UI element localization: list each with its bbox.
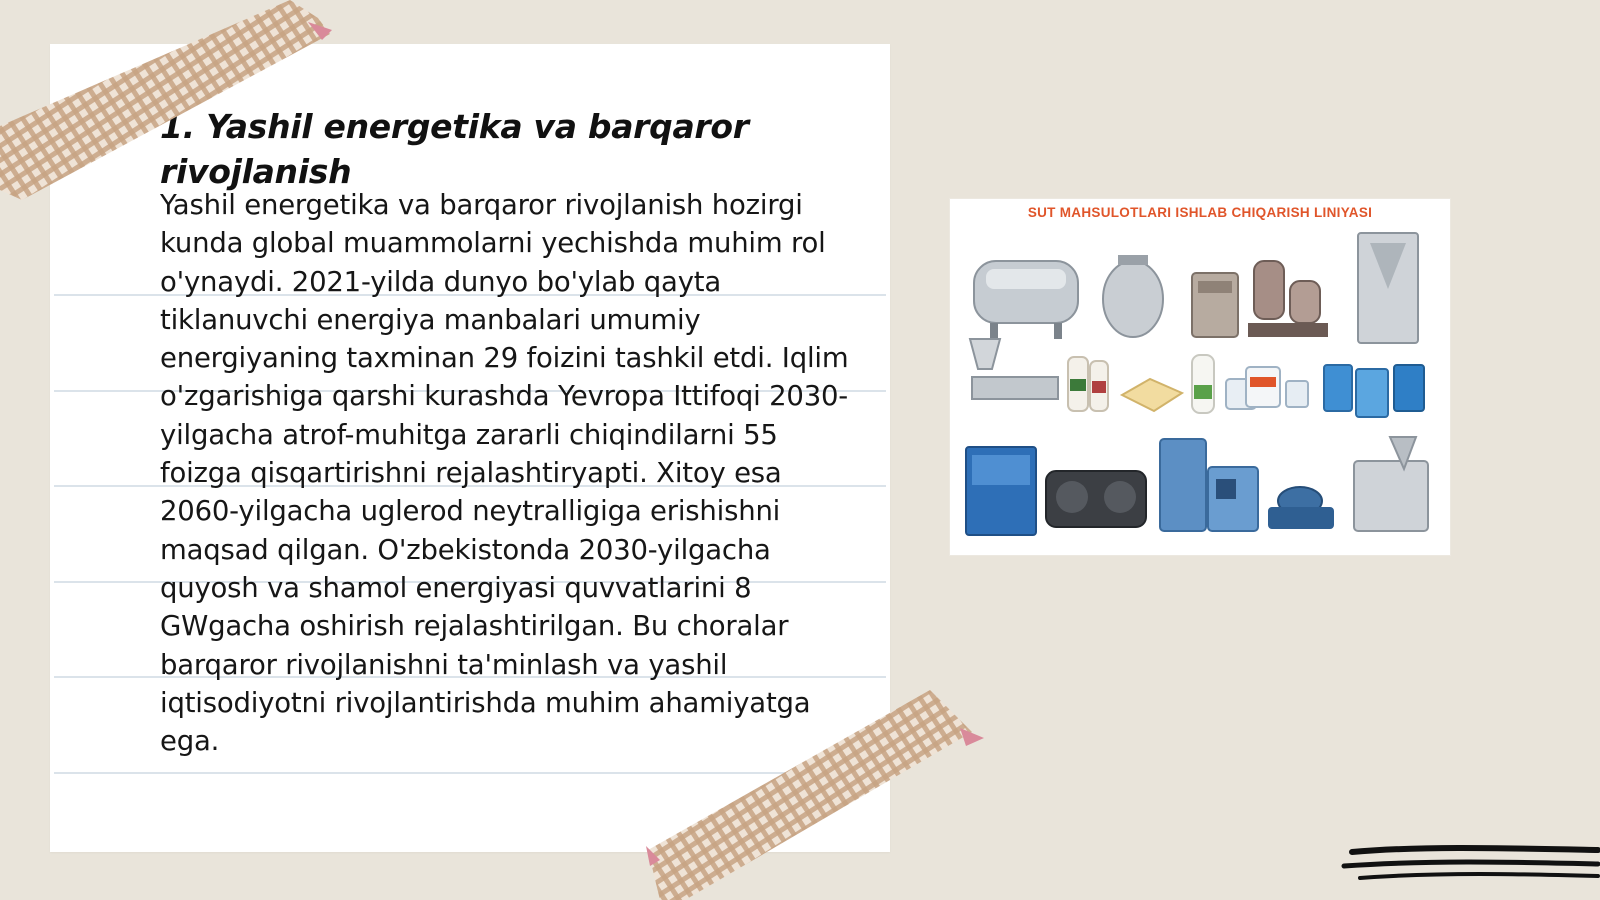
- washi-tape-bottom: [640, 690, 1000, 900]
- row-1-equipment: [974, 233, 1418, 343]
- brush-strokes-decoration: [1340, 842, 1600, 892]
- row-2-products: [970, 339, 1424, 417]
- washi-tape-top-left: [0, 0, 340, 210]
- row-3-equipment: [966, 437, 1428, 535]
- slide-body-text: Yashil energetika va barqaror rivojlanish hozirgi kunda global muammolarni yechishda muhim rol o'ynaydi. 2021-yilda dunyo bo'ylab qayta tiklanuvchi energiya manbalari umumiy energiyaning taxminan 29 foizini tashkil etdi. Iqlim o'zgarishiga qarshi kurashda Yevropa Ittifoqi 2030-yilgacha atrof-muhitga zararli chiqindilarni 55 foizga qisqartirishni rejalashtiryapti. Xitoy esa 2060-yilgacha uglerod neytralligiga erishishni maqsad qilgan. O'zbekistonda 2030-yilgacha quyosh va shamol energiyasi quvvatlarini 8 GWgacha oshirish rejalashtirilgan. Bu choralar barqaror rivojlanishni ta'minlash va yashil iqtisodiyotni rivojlantirishda muhim ahamiyatga ega.: [160, 189, 849, 758]
- dairy-production-line-image: [950, 199, 1450, 555]
- slide-title: 1. Yashil energetika va barqaror rivojlanish: [160, 107, 749, 191]
- image-caption: SUT MAHSULOTLARI ISHLAB CHIQARISH LINIYASI: [1027, 205, 1373, 220]
- equipment-illustration: [950, 199, 1450, 555]
